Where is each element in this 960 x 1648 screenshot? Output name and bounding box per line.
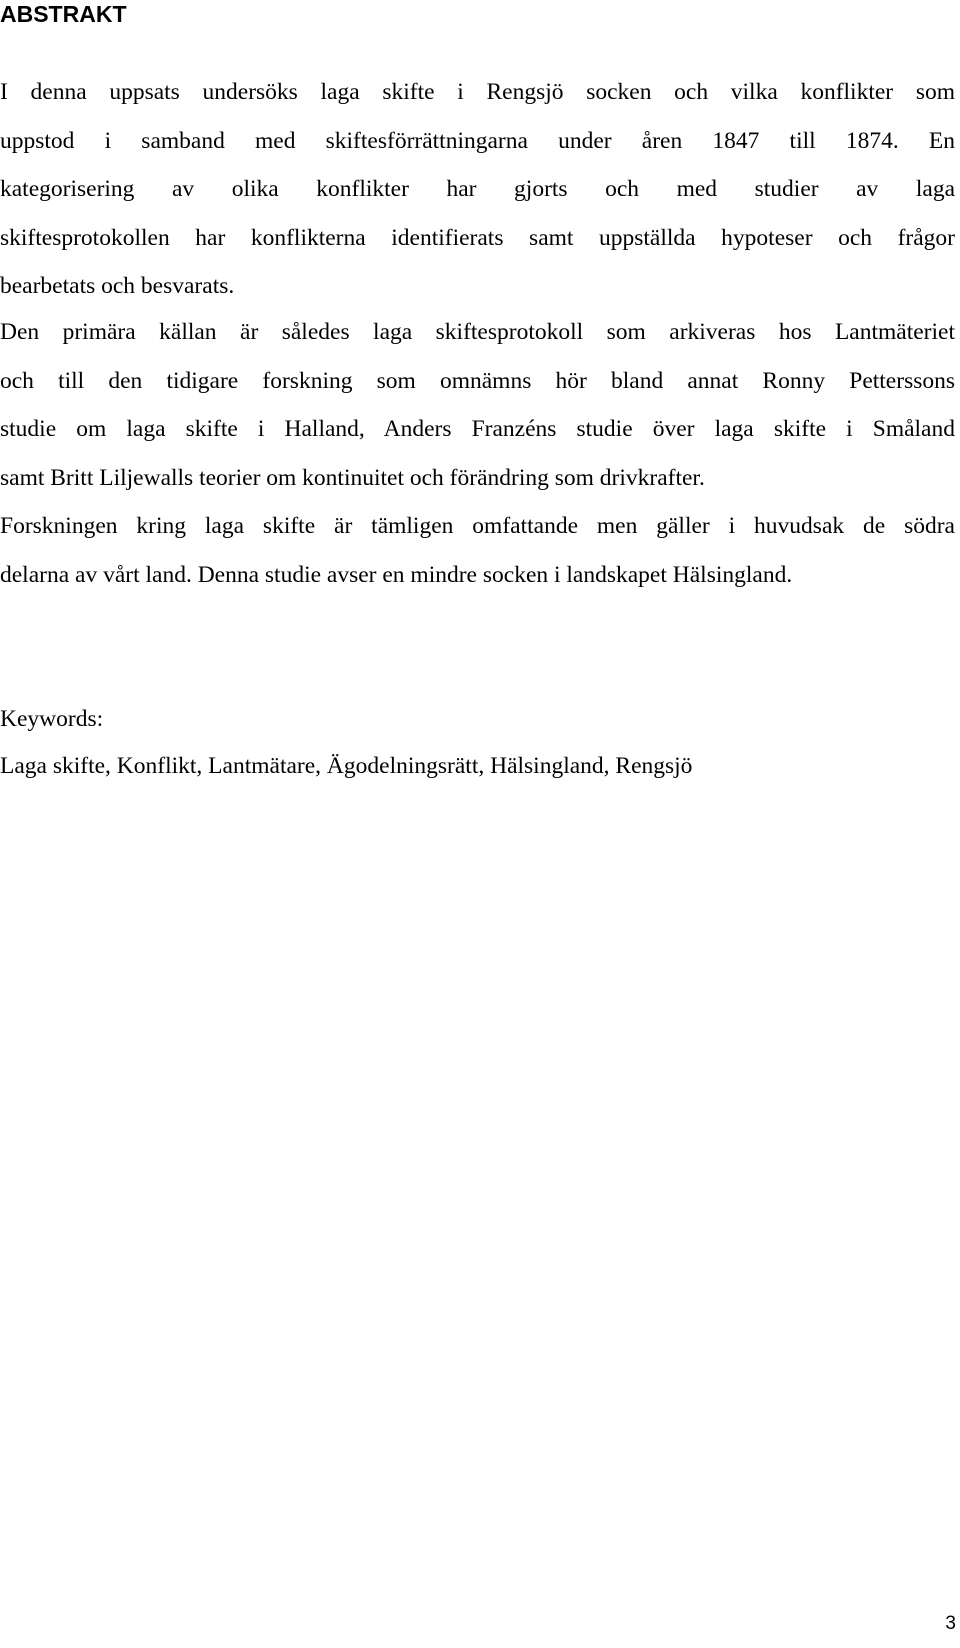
paragraph-line: och till den tidigare forskning som omnämns hör bland annat Ronny Petterssons [0,367,955,394]
paragraph-line: skiftesprotokollen har konflikterna identifierats samt uppställda hypoteser och frågor [0,224,955,251]
paragraph-line: studie om laga skifte i Halland, Anders Franzéns studie över laga skifte i Småland [0,416,955,443]
paragraph-line: Den primära källan är således laga skiftesprotokoll som arkiveras hos Lantmäteriet [0,319,955,345]
paragraph-line: I denna uppsats undersöks laga skifte i Rengsjö socken och vilka konflikter som [0,79,955,105]
abstract-heading: ABSTRAKT [0,1,127,27]
keywords-label: Keywords: [0,706,104,732]
paragraph-line: kategorisering av olika konflikter har gjorts och med studier av laga [0,176,955,203]
abstract-paragraph-2 [0,308,955,600]
paragraph-line: samt Britt Liljewalls teorier om kontinuitet och förändring som drivkrafter. [0,464,705,491]
page-number: 3 [945,1613,956,1634]
paragraph-line: delarna av vårt land. Denna studie avser en mindre socken i landskapet Hälsingland. [0,561,793,588]
paragraph-line: uppstod i samband med skiftesförrättningarna under åren 1847 till 1874. En [0,127,955,154]
paragraph-line: Forskningen kring laga skifte är tämligen omfattande men gäller i huvudsak de södra [0,513,955,540]
paragraph-line: bearbetats och besvarats. [0,273,235,300]
keywords-list: Laga skifte, Konflikt, Lantmätare, Ägodelningsrätt, Hälsingland, Rengsjö [0,753,693,779]
abstract-paragraph-1 [0,68,955,311]
